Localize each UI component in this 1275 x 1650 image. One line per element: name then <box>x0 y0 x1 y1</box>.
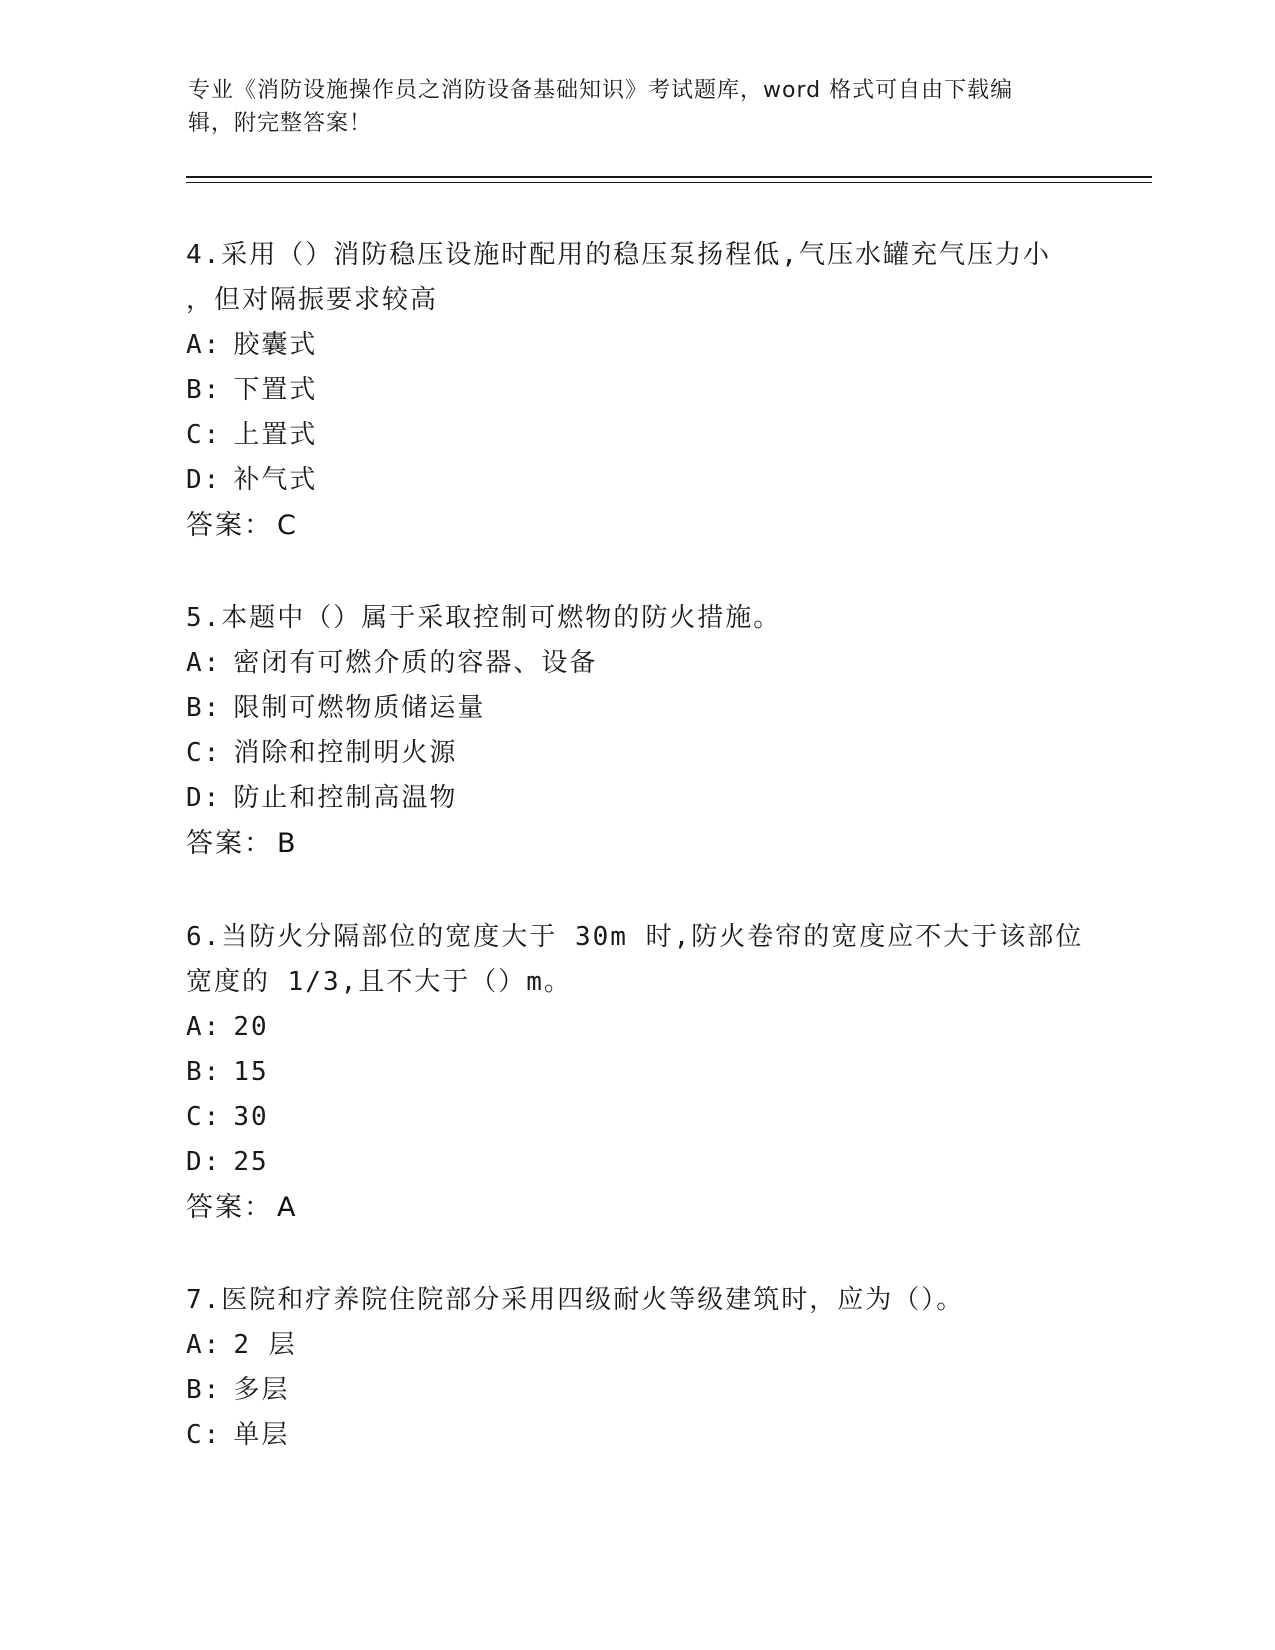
option-b <box>186 686 1086 731</box>
option-letter: B: <box>186 375 222 405</box>
option-a <box>186 323 1086 368</box>
header-line-2: 辑，附完整答案！ <box>188 111 373 136</box>
header-rule-thin <box>186 182 1152 183</box>
option-text: 多层 <box>233 1375 290 1405</box>
option-text: 防止和控制高温物 <box>233 783 458 813</box>
question-stem-line-1: 6.当防火分隔部位的宽度大于 30m 时,防火卷帘的宽度应不大于该部位 <box>186 922 1084 952</box>
option-a <box>186 1005 1086 1050</box>
option-d <box>186 776 1086 821</box>
option-text: 2 层 <box>233 1330 297 1360</box>
option-letter: B: <box>186 693 222 723</box>
question-stem-line-2: ，但对隔振要求较高 <box>186 285 439 315</box>
option-b <box>186 1050 1086 1095</box>
option-letter: D: <box>186 783 222 813</box>
option-letter: B: <box>186 1057 222 1087</box>
question-6 <box>186 915 1086 1231</box>
question-stem-line-1: 4.采用（）消防稳压设施时配用的稳压泵扬程低,气压水罐充气压力小 <box>186 240 1051 270</box>
option-letter: B: <box>186 1375 222 1405</box>
answer-line <box>186 821 1086 867</box>
answer-line <box>186 1185 1086 1231</box>
option-b <box>186 1368 1086 1413</box>
answer-value: A <box>277 1192 298 1223</box>
answer-label: 答案： <box>186 1192 273 1223</box>
question-stem-line-1: 7.医院和疗养院住院部分采用四级耐火等级建筑时，应为（）。 <box>186 1285 965 1315</box>
question-5 <box>186 596 1086 867</box>
option-letter: C: <box>186 738 222 768</box>
option-text: 25 <box>233 1147 269 1177</box>
option-text: 20 <box>233 1012 269 1042</box>
option-text: 单层 <box>233 1420 290 1450</box>
option-text: 消除和控制明火源 <box>233 738 458 768</box>
option-letter: A: <box>186 330 222 360</box>
answer-label: 答案： <box>186 510 273 541</box>
option-text: 胶囊式 <box>233 330 318 360</box>
option-text: 15 <box>233 1057 269 1087</box>
option-a <box>186 1323 1086 1368</box>
option-text: 30 <box>233 1102 269 1132</box>
option-b <box>186 368 1086 413</box>
option-text: 下置式 <box>233 375 318 405</box>
question-4 <box>186 233 1086 549</box>
option-a <box>186 641 1086 686</box>
option-d <box>186 458 1086 503</box>
option-text: 密闭有可燃介质的容器、设备 <box>233 648 598 678</box>
question-stem-line-2: 宽度的 1/3,且不大于（）m。 <box>186 967 572 997</box>
document-header <box>188 74 1068 140</box>
option-text: 上置式 <box>233 420 318 450</box>
option-letter: A: <box>186 648 222 678</box>
answer-value: C <box>277 510 298 541</box>
option-letter: D: <box>186 1147 222 1177</box>
option-c <box>186 1413 1086 1458</box>
answer-value: B <box>277 828 298 859</box>
answer-label: 答案： <box>186 828 273 859</box>
option-letter: C: <box>186 420 222 450</box>
option-letter: A: <box>186 1330 222 1360</box>
question-7 <box>186 1278 1086 1458</box>
option-letter: A: <box>186 1012 222 1042</box>
header-rule-thick <box>186 176 1152 178</box>
answer-line <box>186 503 1086 549</box>
option-c <box>186 731 1086 776</box>
option-text: 补气式 <box>233 465 318 495</box>
option-d <box>186 1140 1086 1185</box>
option-c <box>186 1095 1086 1140</box>
option-letter: C: <box>186 1102 222 1132</box>
option-letter: C: <box>186 1420 222 1450</box>
option-letter: D: <box>186 465 222 495</box>
option-text: 限制可燃物质储运量 <box>233 693 486 723</box>
question-stem-line-1: 5.本题中（）属于采取控制可燃物的防火措施。 <box>186 603 782 633</box>
option-c <box>186 413 1086 458</box>
header-line-1: 专业《消防设施操作员之消防设备基础知识》考试题库，word 格式可自由下载编 <box>188 78 1014 103</box>
